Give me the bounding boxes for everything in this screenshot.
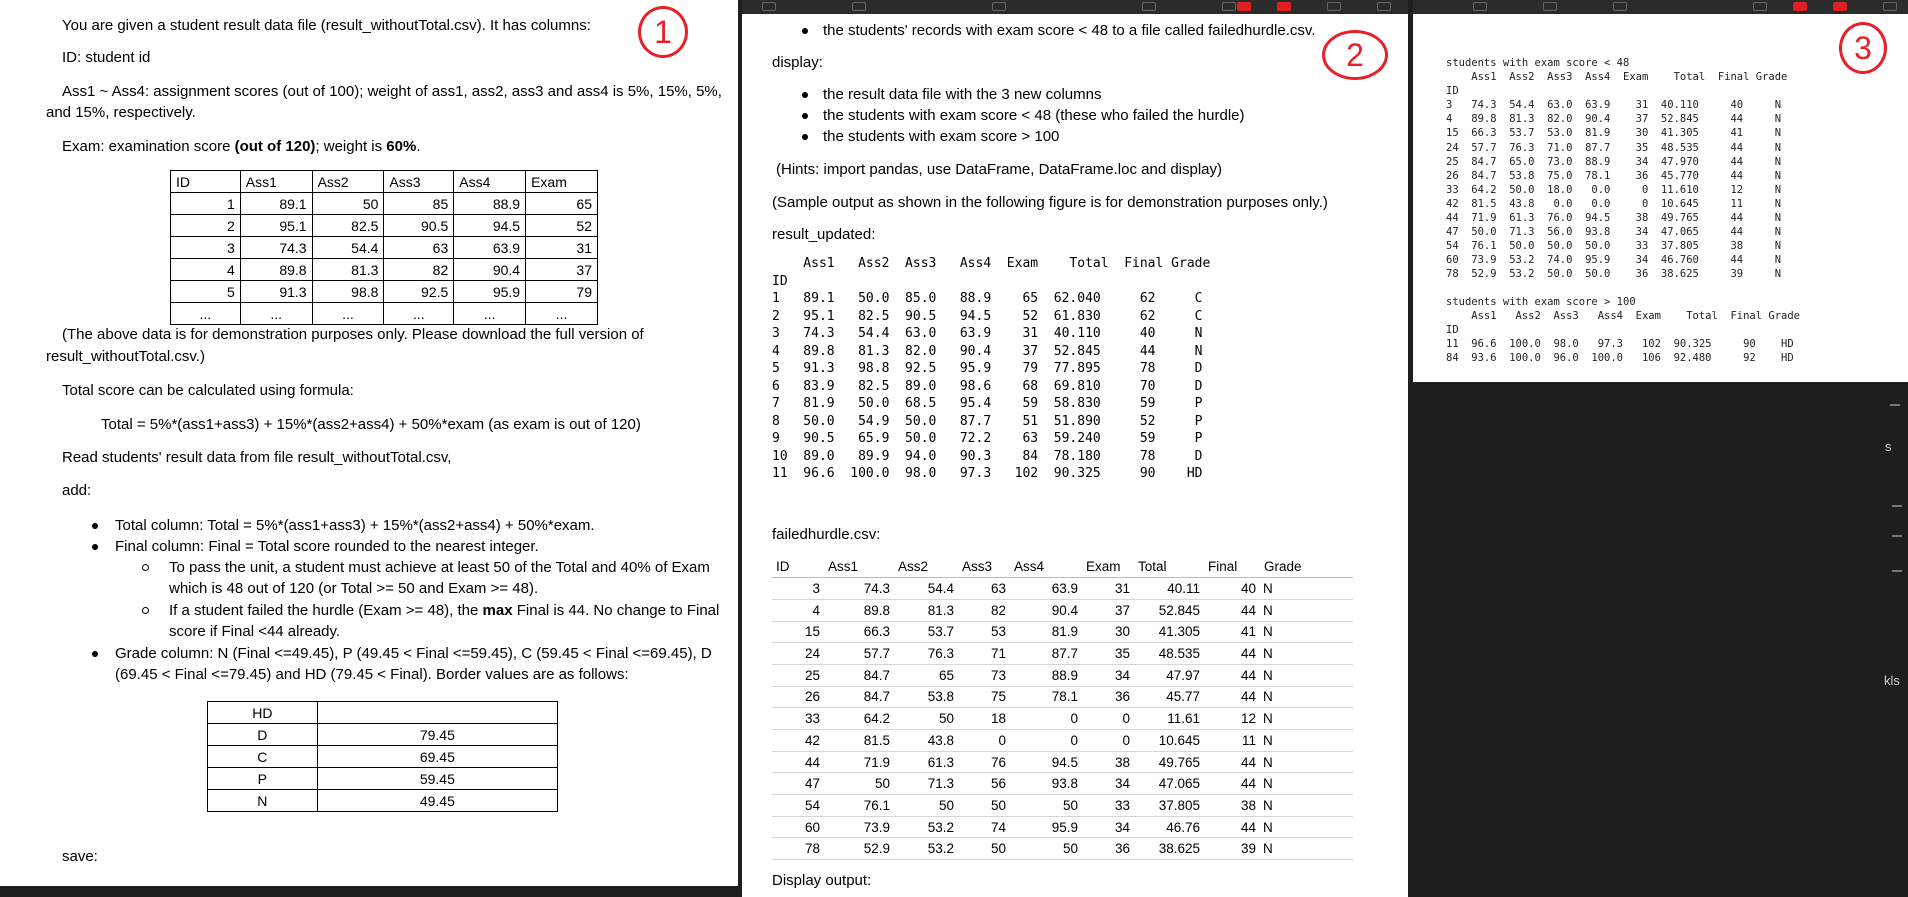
table-cell: 24 <box>772 643 824 665</box>
table-header-cell: Ass4 <box>454 171 526 193</box>
table-cell: 42 <box>772 730 824 752</box>
failed-hurdle-table <box>772 556 1353 860</box>
table-cell: 40 <box>1204 578 1260 600</box>
side-mark <box>1890 404 1900 406</box>
sub-bullet-hurdle <box>169 602 719 620</box>
table-header-cell: Ass2 <box>894 556 958 578</box>
table-cell: 44 <box>1204 751 1260 773</box>
col-ass-cont-text: and 15%, respectively. <box>46 104 196 121</box>
table-cell: 33 <box>1082 795 1134 817</box>
annotation-circle-1: 1 <box>638 6 688 58</box>
table-cell: 50 <box>958 838 1010 860</box>
table-header-cell: Final <box>1204 556 1260 578</box>
table-cell: ... <box>454 303 526 325</box>
note-text: (The above data is for demonstration purposes only. Please download the full version of <box>62 326 644 343</box>
table-cell: 26 <box>772 686 824 708</box>
table-cell: 0 <box>1082 730 1134 752</box>
table-cell: 92.5 <box>384 281 454 303</box>
table-cell: 87.7 <box>1010 643 1082 665</box>
grade-cell: C <box>208 746 318 768</box>
total-intro-text: Total score can be calculated using formula: <box>62 382 354 399</box>
table-cell: 38 <box>1204 795 1260 817</box>
table-cell: 0 <box>1010 730 1082 752</box>
document-panel-2 <box>742 14 1408 897</box>
bullet-icon <box>802 113 808 119</box>
table-cell: N <box>1260 730 1353 752</box>
color-red-icon[interactable] <box>1833 2 1847 11</box>
table-cell: 82.5 <box>312 215 384 237</box>
table-cell: ... <box>240 303 312 325</box>
border-value-cell: 59.45 <box>317 768 557 790</box>
table-cell: 34 <box>1082 816 1134 838</box>
bullet-final: Final column: Final = Total score rounded to the nearest integer. <box>115 538 539 555</box>
table-cell: N <box>1260 795 1353 817</box>
tool-icon[interactable] <box>1142 2 1156 11</box>
table-row <box>772 708 1353 730</box>
table-row <box>772 599 1353 621</box>
table-cell: 44 <box>1204 664 1260 686</box>
table-cell: 35 <box>1082 643 1134 665</box>
table-cell: 71.3 <box>894 773 958 795</box>
table-cell: 38.625 <box>1134 838 1204 860</box>
table-row <box>772 751 1353 773</box>
table-row <box>208 746 558 768</box>
tool-icon[interactable] <box>1613 2 1627 11</box>
table-cell: 48.535 <box>1134 643 1204 665</box>
table-row <box>772 664 1353 686</box>
table-header-cell: Exam <box>526 171 598 193</box>
table-cell: 12 <box>1204 708 1260 730</box>
intro-text: You are given a student result data file (result_withoutTotal.csv). It has columns: <box>62 17 591 34</box>
sub-bullet-icon <box>142 564 149 571</box>
sub-bullet-icon <box>142 607 149 614</box>
output-panel-3 <box>1413 14 1908 382</box>
table-cell: 54.4 <box>312 237 384 259</box>
failed-students-output: students with exam score < 48 Ass1 Ass2 Ass3 Ass4 Exam Total Final Grade ID 3 74.3 54.4 63.0 63.9 31 40.110 40 N 4 89.8 81.3 82.0 90.4 37 52.845 44 N 15 66.3 53.7 53.0 81.9 30 41.305 41 N 24 57.7 76.3 71.0 87.7 35 48.535 44 N 25 84.7 65.0 73.0 88.9 34 47.970 44 N 26 84.7 53.8 75.0 78.1 36 45.770 44 N 33 64.2 50.0 18.0 0.0 0 11.610 12 N 42 81.5 43.8 0.0 0.0 0 10.645 11 N 44 71.9 61.3 76.0 94.5 38 49.765 44 N 47 50.0 71.3 56.0 93.8 34 47.065 44 N 54 76.1 50.0 50.0 50.0 33 37.805 38 N 60 73.9 53.2 74.0 95.9 34 46.760 44 N 78 52.9 53.2 50.0 50.0 36 38.625 39 N <box>1446 57 1788 281</box>
table-cell: 63 <box>384 237 454 259</box>
table-cell: 0 <box>958 730 1010 752</box>
border-value-cell: 79.45 <box>317 724 557 746</box>
table-header-cell: Ass2 <box>312 171 384 193</box>
display-text: display: <box>772 54 823 71</box>
tool-icon[interactable] <box>1327 2 1341 11</box>
color-red-icon[interactable] <box>1793 2 1807 11</box>
table-cell: 85 <box>384 193 454 215</box>
table-cell: 50 <box>1010 838 1082 860</box>
table-cell: 81.3 <box>894 599 958 621</box>
table-cell: 66.3 <box>824 621 894 643</box>
table-cell: 50 <box>894 795 958 817</box>
table-cell: N <box>1260 664 1353 686</box>
sample-note-text: (Sample output as shown in the following figure is for demonstration purposes only.) <box>772 194 1328 211</box>
table-cell: 47 <box>772 773 824 795</box>
table-cell: 37 <box>1082 599 1134 621</box>
table-cell: 40.11 <box>1134 578 1204 600</box>
hurdle-max-bold: max <box>482 602 513 619</box>
table-cell: 53.7 <box>894 621 958 643</box>
table-cell: N <box>1260 686 1353 708</box>
color-red-icon[interactable] <box>1237 2 1251 11</box>
sub-bullet-hurdle-cont: score if Final <44 already. <box>169 623 341 640</box>
table-cell: 50 <box>958 795 1010 817</box>
table-cell: 30 <box>1082 621 1134 643</box>
table-row <box>171 259 598 281</box>
table-cell: 90.5 <box>384 215 454 237</box>
table-header-cell: ID <box>171 171 241 193</box>
table-cell: 0 <box>1082 708 1134 730</box>
table-cell: 78 <box>772 838 824 860</box>
table-cell: 71 <box>958 643 1010 665</box>
table-cell: 36 <box>1082 838 1134 860</box>
table-header-cell: Ass3 <box>958 556 1010 578</box>
tool-icon[interactable] <box>992 2 1006 11</box>
hints-text: (Hints: import pandas, use DataFrame, DataFrame.loc and display) <box>776 161 1223 178</box>
table-row <box>208 790 558 812</box>
col-exam-text <box>62 138 421 156</box>
table-cell: 90.4 <box>1010 599 1082 621</box>
table-cell: 91.3 <box>240 281 312 303</box>
table-cell: 4 <box>171 259 241 281</box>
table-cell: 18 <box>958 708 1010 730</box>
table-cell: 39 <box>1204 838 1260 860</box>
high-score-output: students with exam score > 100 Ass1 Ass2 Ass3 Ass4 Exam Total Final Grade ID 11 96.6 100.0 98.0 97.3 102 90.325 90 HD 84 93.6 100.0 96.0 100.0 106 92.480 92 HD <box>1446 296 1801 365</box>
table-row <box>772 795 1353 817</box>
table-cell: 33 <box>772 708 824 730</box>
bullet-grade: Grade column: N (Final <=49.45), P (49.45 < Final <=59.45), C (59.45 < Final <=69.45), D <box>115 645 712 662</box>
table-cell: 57.7 <box>824 643 894 665</box>
table-cell: 34 <box>1082 773 1134 795</box>
table-cell: 50 <box>312 193 384 215</box>
table-row <box>772 816 1353 838</box>
table-row <box>171 193 598 215</box>
table-cell: 81.9 <box>1010 621 1082 643</box>
bullet-icon <box>92 651 98 657</box>
table-cell: 84.7 <box>824 664 894 686</box>
table-cell: N <box>1260 816 1353 838</box>
table-cell: 94.5 <box>1010 751 1082 773</box>
table-cell: N <box>1260 599 1353 621</box>
table-cell: 53.8 <box>894 686 958 708</box>
table-cell: 74 <box>958 816 1010 838</box>
table-cell: 64.2 <box>824 708 894 730</box>
exam-part: . <box>416 138 421 155</box>
side-mark <box>1892 505 1902 507</box>
table-cell: 44 <box>1204 599 1260 621</box>
table-row <box>208 724 558 746</box>
table-header-cell: Ass4 <box>1010 556 1082 578</box>
side-mark <box>1892 570 1902 572</box>
table-cell: 98.8 <box>312 281 384 303</box>
table-header-row <box>171 171 598 193</box>
table-cell: 47.97 <box>1134 664 1204 686</box>
exam-part: Exam: examination score <box>62 138 235 155</box>
table-cell: 43.8 <box>894 730 958 752</box>
table-cell: 1 <box>171 193 241 215</box>
table-cell: 75 <box>958 686 1010 708</box>
read-text: Read students' result data from file result_withoutTotal.csv, <box>62 449 452 466</box>
table-cell: 90.4 <box>454 259 526 281</box>
bullet-icon <box>802 28 808 34</box>
table-cell: 76.1 <box>824 795 894 817</box>
table-cell: 73 <box>958 664 1010 686</box>
table-cell: 50 <box>894 708 958 730</box>
table-cell: 11.61 <box>1134 708 1204 730</box>
table-cell: ... <box>526 303 598 325</box>
table-cell: N <box>1260 838 1353 860</box>
table-cell: ... <box>312 303 384 325</box>
table-cell: 36 <box>1082 686 1134 708</box>
table-cell: N <box>1260 751 1353 773</box>
table-header-cell: Total <box>1134 556 1204 578</box>
table-cell: 54 <box>772 795 824 817</box>
table-row <box>171 281 598 303</box>
table-header-cell: Grade <box>1260 556 1353 578</box>
table-cell: ... <box>384 303 454 325</box>
sub-bullet-pass-cont: which is 48 out of 120 (or Total >= 50 and Exam >= 48). <box>169 580 539 597</box>
table-row <box>171 215 598 237</box>
exam-part-bold: (out of 120) <box>234 138 316 155</box>
result-updated-output: Ass1 Ass2 Ass3 Ass4 Exam Total Final Grade ID 1 89.1 50.0 85.0 88.9 65 62.040 62 C 2 95.1 82.5 90.5 94.5 52 61.830 62 C 3 74.3 54.4 63.0 63.9 31 40.110 40 N 4 89.8 81.3 82.0 90.4 37 52.845 44 N 5 91.3 98.8 92.5 95.9 79 77.895 78 D 6 83.9 82.5 89.0 98.6 68 69.810 70 D 7 81.9 50.0 68.5 95.4 59 58.830 59 P 8 50.0 54.9 50.0 87.7 51 51.890 52 P 9 90.5 65.9 50.0 72.2 63 59.240 59 P 10 89.0 89.9 94.0 90.3 84 78.180 78 D 11 96.6 100.0 98.0 97.3 102 90.325 90 HD <box>772 256 1211 481</box>
table-cell: 44 <box>1204 816 1260 838</box>
table-header-cell: Ass1 <box>824 556 894 578</box>
table-cell: 81.3 <box>312 259 384 281</box>
table-cell: 4 <box>772 599 824 621</box>
save-text: save: <box>62 848 98 865</box>
tool-icon[interactable] <box>1753 2 1767 11</box>
table-cell: 89.1 <box>240 193 312 215</box>
table-cell: 45.77 <box>1134 686 1204 708</box>
tool-icon[interactable] <box>1883 2 1897 11</box>
table-cell: 25 <box>772 664 824 686</box>
color-red-icon[interactable] <box>1277 2 1291 11</box>
document-panel-1 <box>0 0 738 886</box>
toolbar-strip-3 <box>1413 0 1908 14</box>
table-cell: 60 <box>772 816 824 838</box>
table-cell: 53.2 <box>894 838 958 860</box>
display-bullet-2: the students with exam score < 48 (these who failed the hurdle) <box>823 107 1245 124</box>
table-cell: 31 <box>1082 578 1134 600</box>
table-cell: N <box>1260 773 1353 795</box>
tool-icon[interactable] <box>1543 2 1557 11</box>
table-cell: 2 <box>171 215 241 237</box>
grade-cell: P <box>208 768 318 790</box>
table-row <box>772 773 1353 795</box>
table-row <box>772 643 1353 665</box>
bullet-icon <box>92 523 98 529</box>
table-cell: 63 <box>958 578 1010 600</box>
grade-cell: N <box>208 790 318 812</box>
border-value-cell: 49.45 <box>317 790 557 812</box>
table-cell: N <box>1260 578 1353 600</box>
table-cell: 89.8 <box>240 259 312 281</box>
table-header-row <box>772 556 1353 578</box>
table-cell: 74.3 <box>824 578 894 600</box>
table-cell: 88.9 <box>454 193 526 215</box>
table-cell: 82 <box>384 259 454 281</box>
table-header-cell: ID <box>772 556 824 578</box>
add-text: add: <box>62 482 92 499</box>
table-cell: 95.9 <box>1010 816 1082 838</box>
toolbar-strip-2 <box>742 0 1408 14</box>
table-cell: 3 <box>171 237 241 259</box>
tool-icon[interactable] <box>852 2 866 11</box>
table-header-cell: Ass1 <box>240 171 312 193</box>
grade-border-table <box>207 701 558 812</box>
grade-cell: D <box>208 724 318 746</box>
table-cell: 53 <box>958 621 1010 643</box>
display-bullet-3: the students with exam score > 100 <box>823 128 1060 145</box>
table-cell: 49.765 <box>1134 751 1204 773</box>
table-row <box>208 702 558 724</box>
border-value-cell: 69.45 <box>317 746 557 768</box>
table-row <box>772 686 1353 708</box>
display-output-label: Display output: <box>772 872 872 889</box>
bullet-grade-cont: (69.45 < Final <=79.45) and HD (79.45 < Final). Border values are as follows: <box>115 666 629 683</box>
display-bullet-1: the result data file with the 3 new columns <box>823 86 1102 103</box>
table-cell: 52 <box>526 215 598 237</box>
annotation-circle-3: 3 <box>1839 22 1887 74</box>
table-row <box>772 730 1353 752</box>
table-cell: 63.9 <box>454 237 526 259</box>
table-cell: 61.3 <box>894 751 958 773</box>
table-cell: 56 <box>958 773 1010 795</box>
table-cell: ... <box>171 303 241 325</box>
table-cell: 89.8 <box>824 599 894 621</box>
col-id-text: ID: student id <box>62 49 151 66</box>
table-cell: 73.9 <box>824 816 894 838</box>
table-cell: 79 <box>526 281 598 303</box>
table-cell: 31 <box>526 237 598 259</box>
table-cell: 88.9 <box>1010 664 1082 686</box>
table-cell: 74.3 <box>240 237 312 259</box>
save-failed-bullet: the students' records with exam score < 48 to a file called failedhurdle.csv. <box>823 22 1316 39</box>
exam-part: ; weight is <box>315 138 387 155</box>
table-cell: 37.805 <box>1134 795 1204 817</box>
table-cell: 50 <box>824 773 894 795</box>
table-cell: 93.8 <box>1010 773 1082 795</box>
table-cell: 95.1 <box>240 215 312 237</box>
table-cell: 52.845 <box>1134 599 1204 621</box>
table-cell: 71.9 <box>824 751 894 773</box>
table-header-cell: Ass3 <box>384 171 454 193</box>
table-cell: 82 <box>958 599 1010 621</box>
table-cell: 95.9 <box>454 281 526 303</box>
table-header-cell: Exam <box>1082 556 1134 578</box>
hurdle-part: If a student failed the hurdle (Exam >= 48), the <box>169 602 483 619</box>
grade-cell: HD <box>208 702 318 724</box>
sample-data-table <box>170 170 598 325</box>
table-cell: N <box>1260 708 1353 730</box>
table-cell: 94.5 <box>454 215 526 237</box>
table-cell: 37 <box>526 259 598 281</box>
failed-hurdle-label: failedhurdle.csv: <box>772 526 881 543</box>
table-cell: 34 <box>1082 664 1134 686</box>
table-cell: 10.645 <box>1134 730 1204 752</box>
table-cell: 46.76 <box>1134 816 1204 838</box>
table-cell: 54.4 <box>894 578 958 600</box>
table-row <box>208 768 558 790</box>
table-cell: 41 <box>1204 621 1260 643</box>
table-cell: 0 <box>1010 708 1082 730</box>
annotation-circle-2: 2 <box>1322 30 1388 80</box>
table-row <box>171 237 598 259</box>
table-cell: N <box>1260 621 1353 643</box>
tool-icon[interactable] <box>1222 2 1236 11</box>
exam-weight-bold: 60% <box>386 138 417 155</box>
table-cell: 38 <box>1082 751 1134 773</box>
result-updated-label: result_updated: <box>772 226 876 243</box>
tool-icon[interactable] <box>1377 2 1391 11</box>
border-value-cell <box>317 702 557 724</box>
table-cell: 47.065 <box>1134 773 1204 795</box>
table-row <box>772 578 1353 600</box>
table-cell: 81.5 <box>824 730 894 752</box>
table-cell: 44 <box>1204 686 1260 708</box>
side-label: kls <box>1884 673 1900 688</box>
bullet-total: Total column: Total = 5%*(ass1+ass3) + 15%*(ass2+ass4) + 50%*exam. <box>115 517 595 534</box>
tool-icon[interactable] <box>762 2 776 11</box>
note-cont-text: result_withoutTotal.csv.) <box>46 348 205 365</box>
table-row <box>171 303 598 325</box>
table-cell: 63.9 <box>1010 578 1082 600</box>
table-cell: 84.7 <box>824 686 894 708</box>
table-cell: 78.1 <box>1010 686 1082 708</box>
table-cell: 44 <box>1204 643 1260 665</box>
tool-icon[interactable] <box>1473 2 1487 11</box>
table-row <box>772 621 1353 643</box>
bullet-icon <box>802 92 808 98</box>
sub-bullet-pass: To pass the unit, a student must achieve at least 50 of the Total and 40% of Exam <box>169 559 710 576</box>
table-cell: 41.305 <box>1134 621 1204 643</box>
col-ass-text: Ass1 ~ Ass4: assignment scores (out of 100); weight of ass1, ass2, ass3 and ass4 is 5%, 15%, 5%, <box>62 83 722 100</box>
table-cell: 52.9 <box>824 838 894 860</box>
bullet-icon <box>92 544 98 550</box>
table-cell: 44 <box>772 751 824 773</box>
table-row <box>772 838 1353 860</box>
table-cell: 5 <box>171 281 241 303</box>
side-mark <box>1892 535 1902 537</box>
hurdle-part: Final is 44. No change to Final <box>512 602 720 619</box>
table-cell: 11 <box>1204 730 1260 752</box>
formula-text: Total = 5%*(ass1+ass3) + 15%*(ass2+ass4) + 50%*exam (as exam is out of 120) <box>101 416 641 433</box>
table-cell: 3 <box>772 578 824 600</box>
side-label: s <box>1885 439 1892 454</box>
table-cell: 44 <box>1204 773 1260 795</box>
table-cell: 50 <box>1010 795 1082 817</box>
table-cell: 76 <box>958 751 1010 773</box>
bullet-icon <box>802 134 808 140</box>
table-cell: 65 <box>526 193 598 215</box>
table-cell: 76.3 <box>894 643 958 665</box>
table-cell: 53.2 <box>894 816 958 838</box>
table-cell: 15 <box>772 621 824 643</box>
table-cell: N <box>1260 643 1353 665</box>
table-cell: 65 <box>894 664 958 686</box>
